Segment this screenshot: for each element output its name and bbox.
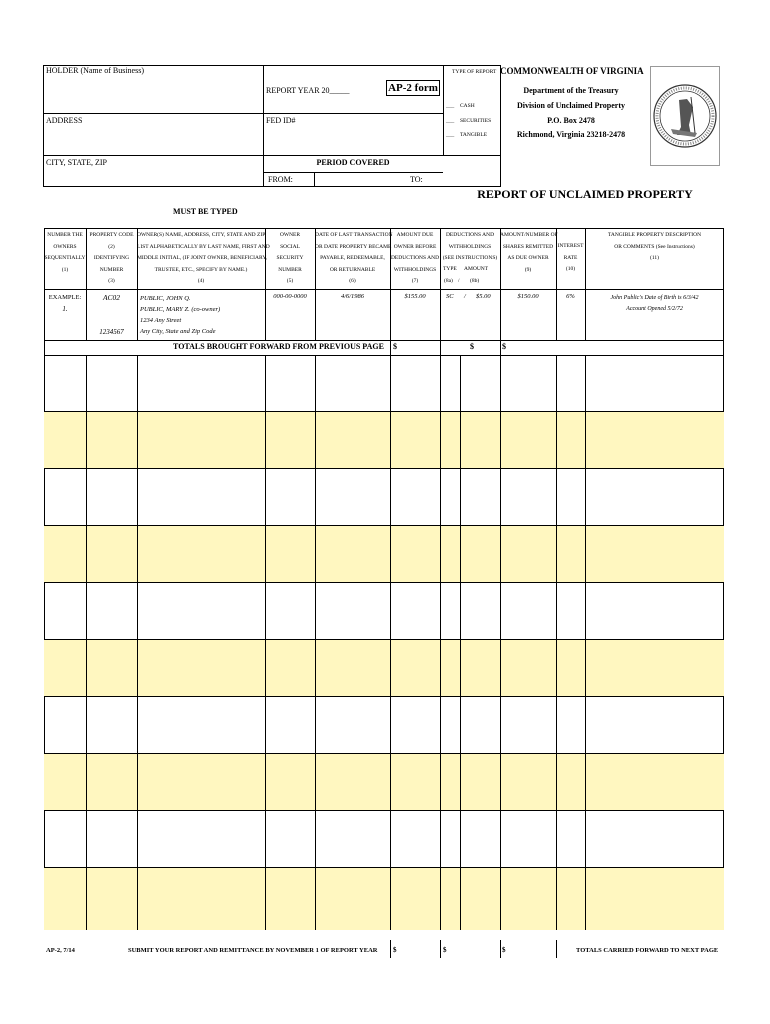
example-date: 4/6/1986	[340, 293, 365, 300]
col-header-description: TANGIBLE PROPERTY DESCRIPTION OR COMMENTS (See Instructions) (11)	[607, 232, 702, 261]
ded-amount-label: AMOUNT	[464, 266, 489, 272]
col-header-number: NUMBER THE OWNERS SEQUENTIALLY (1)	[44, 232, 86, 273]
table-row[interactable]	[44, 355, 724, 412]
col-header-date: DATE OF LAST TRANSACTION OR DATE PROPERTY BECAME PAYABLE, REDEEMABLE, OR RETURNABLE (6)	[315, 232, 393, 284]
col-header-ssn: OWNER SOCIAL SECURITY NUMBER (5)	[276, 232, 304, 284]
col-header-owner-name: OWNER(S) NAME, ADDRESS, CITY, STATE AND ZIP LIST ALPHABETICALLY BY LAST NAME, FIRST AND MIDDLE INITIAL, (IF JOINT OWNER, BENEFICIARY, TRUSTEE, ETC., SPECIFY BY NAME.) (4)	[137, 232, 270, 284]
table-row[interactable]	[44, 583, 724, 640]
report-year-label[interactable]: REPORT YEAR 20_____	[266, 86, 350, 95]
table-row[interactable]	[44, 697, 724, 754]
cash-label: CASH	[460, 103, 475, 109]
table-row[interactable]	[44, 469, 724, 526]
fed-id-label[interactable]: FED ID#	[266, 116, 296, 125]
table-row[interactable]	[44, 640, 724, 697]
ded-8b-label: (8b)	[470, 278, 480, 284]
securities-label: SECURITIES	[460, 118, 492, 124]
ded-8a-label: (8a)	[444, 278, 453, 284]
totals-forward-label: TOTALS BROUGHT FORWARD FROM PREVIOUS PAGE	[173, 342, 384, 351]
agency-line4: P.O. Box 2478	[547, 116, 595, 125]
col-header-interest: INTEREST RATE (10)	[557, 243, 584, 272]
report-title: REPORT OF UNCLAIMED PROPERTY	[477, 187, 693, 201]
footer-total-amount-due[interactable]: $	[393, 946, 397, 954]
totals-forward-remitted[interactable]: $	[502, 342, 506, 351]
example-number: 1.	[62, 305, 68, 313]
tangible-blank[interactable]: ___	[446, 132, 455, 138]
example-amount-due: $155.00	[404, 293, 426, 300]
ded-type-label: TYPE	[443, 266, 457, 272]
col-header-deductions: DEDUCTIONS AND WITHHOLDINGS (SEE INSTRUCTIONS)	[442, 232, 498, 261]
col-header-amount-due: AMOUNT DUE OWNER BEFORE DEDUCTIONS AND WITHHOLDINGS (7)	[390, 232, 440, 284]
totals-forward-amount-due[interactable]: $	[393, 342, 397, 351]
totals-carried-forward: TOTALS CARRIED FORWARD TO NEXT PAGE	[576, 947, 719, 954]
col-header-property-code: PROPERTY CODE (2) IDENTIFYING NUMBER (3)	[89, 232, 134, 284]
example-interest: 6%	[566, 293, 575, 300]
example-label: EXAMPLE:	[48, 294, 82, 301]
example-owner: PUBLIC, JOHN Q. PUBLIC, MARY Z. (co-owner) 1234 Any Street Any City, State and Zip Code	[140, 295, 221, 335]
from-label[interactable]: FROM:	[268, 175, 293, 184]
table-row[interactable]	[44, 811, 724, 868]
agency-line2: Department of the Treasury	[523, 86, 619, 95]
period-covered-label: PERIOD COVERED	[316, 158, 390, 167]
cash-blank[interactable]: ___	[446, 103, 455, 109]
example-code: AC02	[102, 293, 121, 302]
table-row[interactable]	[44, 868, 724, 930]
example-ded-slash: /	[464, 293, 466, 300]
virginia-seal-icon	[650, 66, 720, 166]
must-be-typed: MUST BE TYPED	[173, 207, 238, 216]
table-row[interactable]	[44, 412, 724, 469]
table-row[interactable]	[44, 754, 724, 811]
example-ssn: 000-00-0000	[273, 293, 307, 300]
to-label[interactable]: TO:	[410, 175, 423, 184]
type-of-report-title: TYPE OF REPORT	[452, 69, 497, 75]
example-id-number: 1234567	[99, 328, 124, 336]
totals-forward-deductions[interactable]: $	[470, 342, 474, 351]
agency-line3: Division of Unclaimed Property	[516, 101, 626, 110]
securities-blank[interactable]: ___	[446, 118, 455, 124]
agency-line5: Richmond, Virginia 23218-2478	[516, 130, 626, 139]
footer-total-remitted[interactable]: $	[502, 946, 506, 954]
example-remitted: $150.00	[517, 293, 539, 300]
form-id: AP-2, 7/14	[46, 947, 75, 954]
tangible-label: TANGIBLE	[460, 132, 488, 138]
ded-slash-label: /	[458, 278, 460, 284]
col-header-remitted: AMOUNT/NUMBER OF SHARES REMITTED AS DUE OWNER (9)	[500, 232, 558, 273]
agency-line1: COMMONWEALTH OF VIRGINIA	[500, 66, 644, 76]
example-ded-type: SC	[446, 293, 454, 300]
footer-total-deductions[interactable]: $	[443, 946, 447, 954]
submit-notice: SUBMIT YOUR REPORT AND REMITTANCE BY NOVEMBER 1 OF REPORT YEAR	[128, 947, 378, 954]
city-state-zip-label: CITY, STATE, ZIP	[46, 158, 107, 167]
address-label: ADDRESS	[46, 116, 83, 125]
example-ded-amount: $5.00	[476, 293, 491, 300]
example-comment: John Public's Date of Birth is 6/3/42 Account Opened 5/2/72	[610, 295, 699, 312]
holder-name-label: HOLDER (Name of Business)	[46, 66, 144, 75]
form-badge: AP-2 form	[386, 80, 440, 96]
table-row[interactable]	[44, 526, 724, 583]
